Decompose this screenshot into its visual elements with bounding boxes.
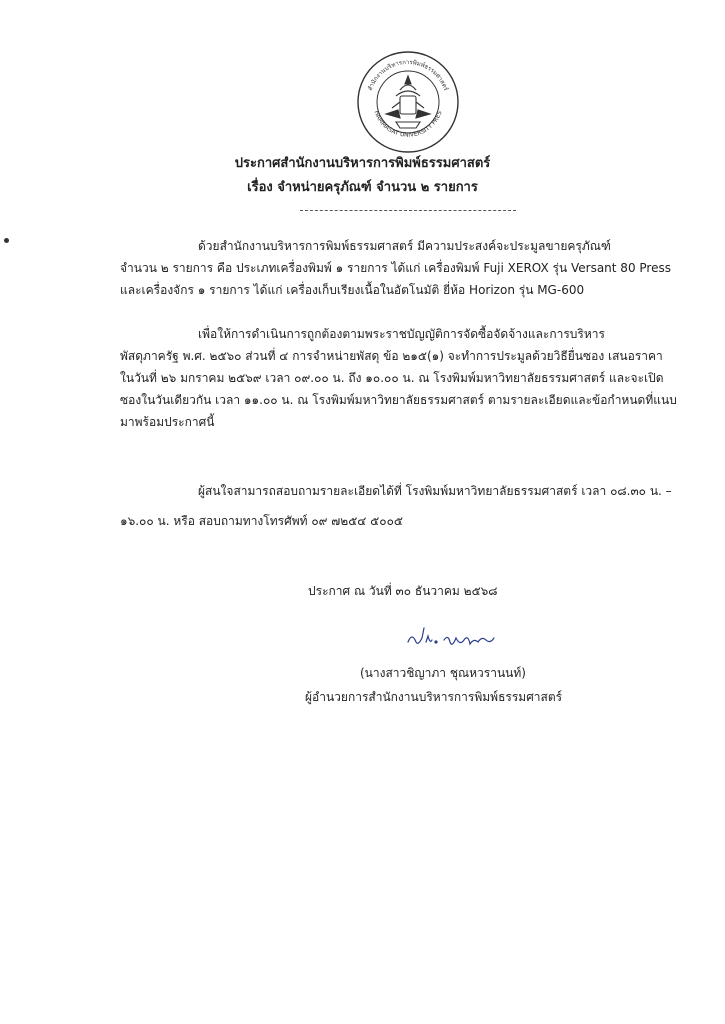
signatory-name: (นางสาวชิญาภา ชุณหวรานนท์) bbox=[360, 666, 526, 680]
handwritten-signature bbox=[398, 624, 528, 652]
announcement-subject: เรื่อง จำหน่ายครุภัณฑ์ จำนวน ๒ รายการ bbox=[247, 180, 478, 195]
text-line: ผู้สนใจสามารถสอบถามรายละเอียดได้ที่ โรงพิมพ์มหาวิทยาลัยธรรมศาสตร์ เวลา ๐๘.๓๐ น. – bbox=[198, 484, 672, 498]
text-line: ด้วยสำนักงานบริหารการพิมพ์ธรรมศาสตร์ มีความประสงค์จะประมูลขายครุภัณฑ์ bbox=[198, 239, 611, 253]
university-press-seal bbox=[356, 50, 460, 154]
announcement-date: ประกาศ ณ วันที่ ๓๐ ธันวาคม ๒๕๖๘ bbox=[308, 584, 498, 598]
text-line: และเครื่องจักร ๑ รายการ ได้แก่ เครื่องเก็บเรียงเนื้อในอัตโนมัติ ยี่ห้อ Horizon รุ่น MG-600 bbox=[120, 283, 585, 297]
text-line: พัสดุภาครัฐ พ.ศ. ๒๕๖๐ ส่วนที่ ๔ การจำหน่ายพัสดุ ข้อ ๒๑๕(๑) จะทำการประมูลด้วยวิธียื่นซอง เสนอราคา bbox=[120, 349, 663, 363]
text-line: ในวันที่ ๒๖ มกราคม ๒๕๖๙ เวลา ๐๙.๐๐ น. ถึง ๑๐.๐๐ น. ณ โรงพิมพ์มหาวิทยาลัยธรรมศาสตร์ และจะเปิด bbox=[120, 371, 664, 385]
text-line: เพื่อให้การดำเนินการถูกต้องตามพระราชบัญญัติการจัดซื้อจัดจ้างและการบริหาร bbox=[198, 327, 605, 341]
dashed-divider bbox=[300, 210, 516, 211]
signature-scribble-icon bbox=[398, 624, 528, 652]
seal-arc-bottom: HAMMASAT UNIVERSITY PRES bbox=[372, 109, 444, 139]
text-line: มาพร้อมประกาศนี้ bbox=[120, 415, 215, 429]
text-line: ๑๖.๐๐ น. หรือ สอบถามทางโทรศัพท์ ๐๙ ๗๒๕๔ ๕๐๐๕ bbox=[120, 514, 403, 528]
paragraph-contact bbox=[120, 476, 676, 536]
signatory-position: ผู้อำนวยการสำนักงานบริหารการพิมพ์ธรรมศาสตร์ bbox=[305, 690, 563, 704]
seal-emblem-icon bbox=[356, 50, 460, 154]
paragraph-procedure bbox=[120, 323, 676, 433]
seal-arc-top: สำนักงานบริหารการพิมพ์ธรรมศาสตร์ bbox=[366, 58, 450, 92]
scan-speck bbox=[4, 238, 9, 243]
text-line: จำนวน ๒ รายการ คือ ประเภทเครื่องพิมพ์ ๑ รายการ ได้แก่ เครื่องพิมพ์ Fuji XEROX รุ่น Versant 80 Press bbox=[120, 261, 671, 275]
text-line: ซองในวันเดียวกัน เวลา ๑๑.๐๐ น. ณ โรงพิมพ์มหาวิทยาลัยธรรมศาสตร์ ตามรายละเอียดและข้อกำหนดที่แนบ bbox=[120, 393, 677, 407]
paragraph-purpose bbox=[120, 235, 676, 301]
announcement-title: ประกาศสำนักงานบริหารการพิมพ์ธรรมศาสตร์ bbox=[234, 156, 491, 171]
